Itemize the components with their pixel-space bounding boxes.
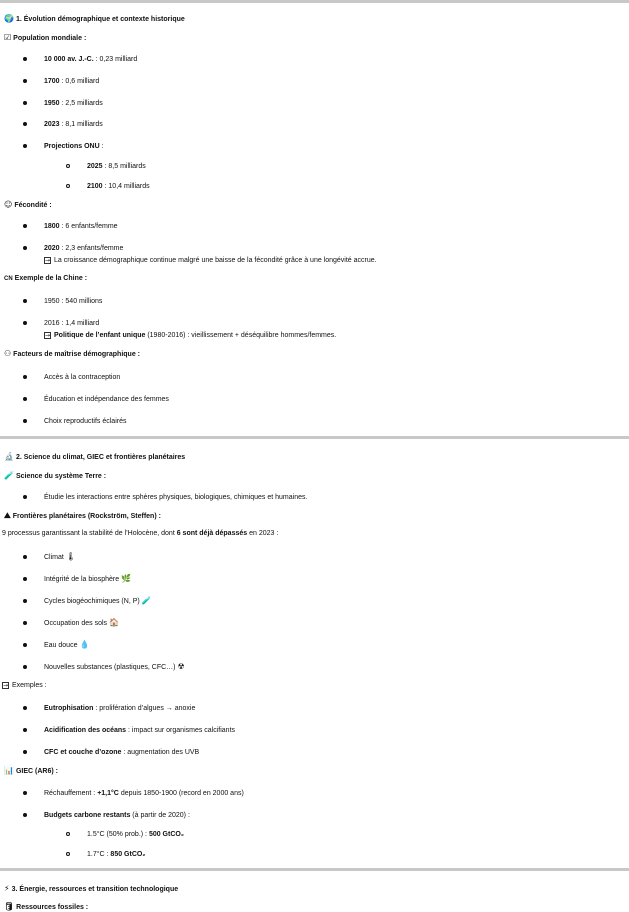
population-heading: ☑ Population mondiale : [4,33,87,42]
list-item: 2023 : 8,1 milliards [44,121,103,128]
frontieres-heading: ⛰ Frontières planétaires (Rockström, Steffen) : [4,511,161,520]
arrow-icon: → [45,256,51,264]
china-flag-icon: CN [4,276,13,282]
microscope-icon: 🔬 [4,452,14,461]
sub-bullet [66,164,70,168]
list-item: Projections ONU : [44,143,104,150]
bullet [23,665,27,669]
baby-icon: ☺ [4,200,13,209]
checkbox-icon: ☑ [4,33,12,42]
list-item: 1950 : 540 millions [44,298,103,305]
list-item: Occupation des sols 🏠 [44,618,120,627]
arrow-icon: → [3,681,9,689]
radioactive-icon: ☢ [177,662,185,671]
bullet [23,813,27,817]
bullet [23,79,27,83]
bullet [23,299,27,303]
lightning-icon: ⚡ [4,884,10,893]
bullet [23,706,27,710]
bullet [23,599,27,603]
list-item: Nouvelles substances (plastiques, CFC…) ☢ [44,662,185,671]
list-item: Intégrité de la biosphère 🌿 [44,574,132,583]
bullet [23,643,27,647]
bullet [23,101,27,105]
bullet [23,577,27,581]
bullet [23,246,27,250]
list-item: 1.5°C (50% prob.) : 500 GtCO₂ [87,831,184,838]
section-1-title: 🌍 1. Évolution démographique et contexte historique [4,14,185,23]
family-icon: ⚇ [4,349,12,358]
water-drop-icon: 💧 [79,640,90,649]
bullet [23,144,27,148]
list-item: Cycles biogéochimiques (N, P) 🧪 [44,596,152,605]
list-item: 1.7°C : 850 GtCO₂ [87,851,146,858]
list-item: Eutrophisation : prolifération d’algues → anoxie [44,705,196,712]
list-item: 2025 : 8,5 milliards [87,163,146,170]
bullet [23,791,27,795]
house-icon: 🏠 [109,618,120,627]
exemples-heading: → Exemples : [3,681,47,689]
list-item: 10 000 av. J.-C. : 0,23 milliard [44,56,138,63]
sub-bullet [66,852,70,856]
bullet [23,750,27,754]
fecondite-note: → La croissance démographique continue malgré une baisse de la fécondité grâce à une longévité accrue. [45,256,377,264]
mountain-icon: ⛰ [4,511,11,520]
section-3-title: ⚡ 3. Énergie, ressources et transition technologique [4,884,179,893]
list-item: Éducation et indépendance des femmes [44,396,169,403]
bullet [23,495,27,499]
bullet [23,728,27,732]
list-item: 2020 : 2,3 enfants/femme [44,245,124,252]
giec-heading: 📊 GIEC (AR6) : [4,766,58,775]
list-item: Acidification des océans : impact sur organismes calcifiants [44,727,236,734]
bullet [23,555,27,559]
sub-bullet [66,832,70,836]
list-item: CFC et couche d’ozone : augmentation des UVB [44,749,200,756]
china-note: → Politique de l’enfant unique (1980-2016) : vieillissement + déséquilibre hommes/femmes. [45,331,337,339]
globe-icon: 🌍 [4,14,14,23]
arrow-icon: → [45,331,51,339]
frontieres-intro: 9 processus garantissant la stabilité de l’Holocène, dont 6 sont déjà dépassés en 2023 : [2,530,279,537]
list-item: 2016 : 1,4 milliard [44,320,100,327]
bullet [23,621,27,625]
sub-bullet [66,184,70,188]
oil-barrel-icon: 🛢 [4,902,15,911]
bullet [23,375,27,379]
bullet [23,321,27,325]
top-divider [0,0,629,3]
list-item: 1950 : 2,5 milliards [44,100,103,107]
list-item: 1800 : 6 enfants/femme [44,223,118,230]
list-item: Climat 🌡 [44,552,76,561]
list-item: 2100 : 10,4 milliards [87,183,150,190]
plant-icon: 🌿 [121,574,132,583]
list-item: Accès à la contraception [44,374,121,381]
section-divider [0,436,629,439]
test-tube-icon: 🧪 [141,596,152,605]
thermometer-icon: 🌡 [65,552,76,561]
bullet [23,122,27,126]
section-divider [0,868,629,871]
list-item: Choix reproductifs éclairés [44,418,127,425]
section-2-title: 🔬 2. Science du climat, GIEC et frontières planétaires [4,452,186,461]
fossiles-heading: 🛢 Ressources fossiles : [4,902,89,911]
facteurs-heading: ⚇ Facteurs de maîtrise démographique : [4,349,140,358]
list-item: 1700 : 0,6 milliard [44,78,100,85]
bar-chart-icon: 📊 [4,766,14,775]
bullet [23,397,27,401]
sst-heading: 🧪 Science du système Terre : [4,471,107,480]
list-item: Étudie les interactions entre sphères physiques, biologiques, chimiques et humaines. [44,494,308,501]
test-tube-icon: 🧪 [4,471,14,480]
list-item: Réchauffement : +1,1°C depuis 1850-1900 (record en 2000 ans) [44,790,244,797]
china-heading: CN Exemple de la Chine : [4,275,88,282]
bullet [23,419,27,423]
list-item: Eau douce 💧 [44,640,90,649]
list-item: Budgets carbone restants (à partir de 2020) : [44,812,190,819]
bullet [23,224,27,228]
bullet [23,57,27,61]
fecondite-heading: ☺ Fécondité : [4,200,52,209]
